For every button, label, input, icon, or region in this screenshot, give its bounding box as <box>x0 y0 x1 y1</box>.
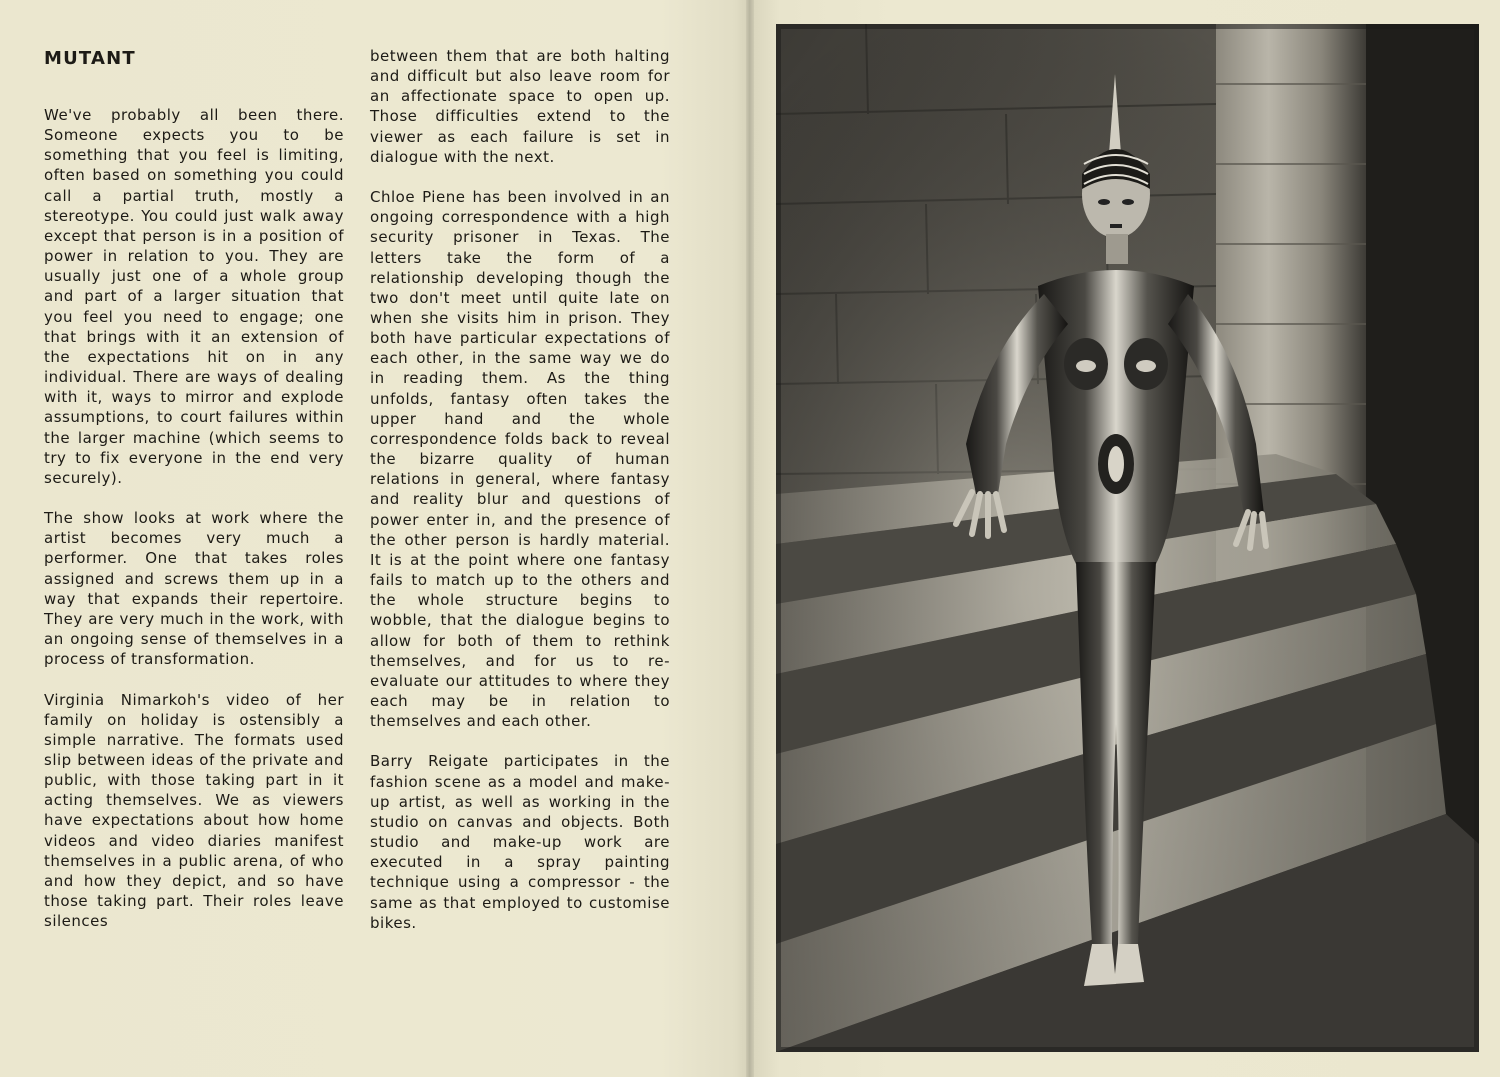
paragraph: Virginia Nimarkoh's video of her family on holiday is ostensibly a simple narrative. The formats used slip between ideas of the private and public, with those taking part in it acting themselves. We as viewers have expectations about how home videos and video diaries manifest themselves in a public arena, of who and how they depict, and so have those taking part. Their roles leave silences <box>44 690 344 931</box>
text-column-left <box>44 105 344 952</box>
paragraph: Chloe Piene has been involved in an ongoing correspondence with a high security prisoner in Texas. The letters take the form of a relationship developing though the two don't meet until quite late on when she visits him in prison. They both have particular expectations of each other, in the same way we do in reading them. As the thing unfolds, fantasy often takes the upper hand and the whole correspondence folds back to reveal the bizarre quality of human relations in general, where fantasy and reality blur and questions of power enter in, and the presence of the other person is hardly material. It is at the point where one fantasy fails to match up to the others and the whole structure begins to wobble, that the dialogue begins to allow for both of them to rethink themselves, and for us to re-evaluate our attitudes to where they each may be in relation to themselves and each other. <box>370 188 670 731</box>
page-fold <box>746 0 754 1077</box>
paragraph: Barry Reigate participates in the fashion scene as a model and make-up artist, as well as working in the studio on canvas and objects. Both studio and make-up work are executed in a spray painting technique using a compressor - the same as that employed to customise bikes. <box>370 752 670 932</box>
right-page <box>750 0 1500 1077</box>
text-column-right <box>370 46 670 953</box>
photograph <box>776 24 1479 1052</box>
photograph-figure-on-stairs <box>776 24 1479 1052</box>
page-title: MUTANT <box>44 48 136 69</box>
paragraph: between them that are both halting and difficult but also leave room for an affectionate space to open up. Those difficulties extend to the viewer as each failure is set in dialogue with the next. <box>370 47 670 166</box>
paragraph: The show looks at work where the artist becomes very much a performer. One that takes roles assigned and screws them up in a way that expands their repertoire. They are very much in the work, with an ongoing sense of themselves in a process of transformation. <box>44 509 344 669</box>
paragraph: We've probably all been there. Someone expects you to be something that you feel is limiting, often based on something you could call a partial truth, mostly a stereotype. You could just walk away except that person is in a position of power in relation to you. They are usually just one of a whole group and part of a larger situation that you feel you need to engage; one that brings with it an extension of the expectations hit on in any individual. There are ways of dealing with it, ways to mirror and explode assumptions, to court failures within the larger machine (which seems to try to fix everyone in the end very securely). <box>44 106 344 487</box>
